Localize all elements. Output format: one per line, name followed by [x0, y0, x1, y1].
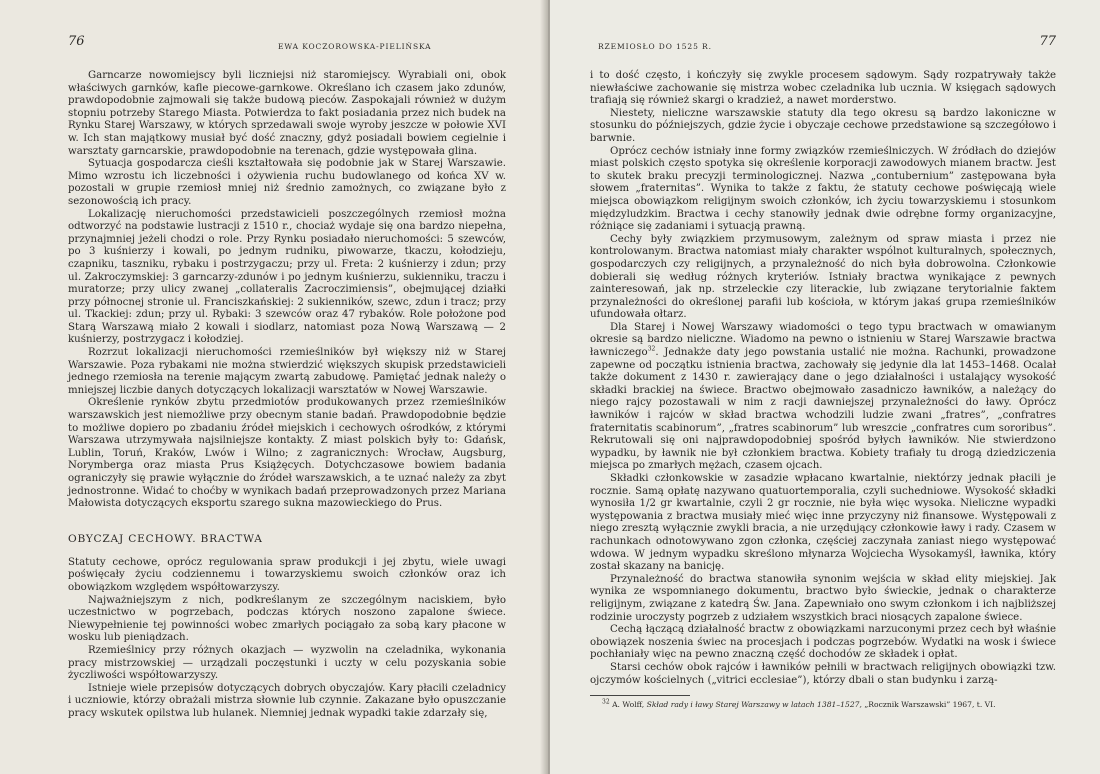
section-title: OBYCZAJ CECHOWY. BRACTWA	[68, 532, 263, 545]
paragraph: Rozrzut lokalizacji nieruchomości rzemieślników był większy niż w Starej Warszawie. Poza rybakami nie można stwierdzić większych skupisk przedstawicieli jednego rzemiosła na terenie mającym zwartą zabudowę. Pamiętać jednak należy o mniejszej liczbie danych dotyczących lokalizacji warsztatów w Nowej Warszawie.	[68, 347, 506, 396]
paragraph: Oprócz cechów istniały inne formy związków rzemieślniczych. W źródłach do dziejów miast polskich często spotyka się określenie korporacji zawodowych mianem bractw. Jest to skutek braku precyzji terminologicznej. Nazwa „contubernium” zastępowana była słowem „fraternitas”. Wynika to także z faktu, że statuty cechowe poświęcają wiele miejsca obowiązkom religijnym swoich członków, ich życiu towarzyskiemu i stosunkom międzyludzkim. Bractwa i cechy stanowiły jednak dwie odrębne formy organizacyjne, różniące się zadaniami i sytuacją prawną.	[590, 145, 1056, 233]
paragraph: Garncarze nowomiejscy byli liczniejsi niż staromiejscy. Wyrabiali oni, obok właściwych garnków, kafle piecowe-garnkowe. Określano ich czasem jako zdunów, prawdopodobnie zajmowali się także budową pieców. Zaspokajali również w dużym stopniu potrzeby Starego Miasta. Potwierdza to fakt posiadania przez nich budek na Rynku Starej Warszawy, w których sprzedawali swoje wyroby jeszcze w połowie XVI w. Ich stan majątkowy musiał być dość znaczny, gdyż posiadali bowiem cegielnie i warsztaty garncarskie, prawdopodobnie na terenach, gdzie występowała glina.	[68, 70, 506, 157]
paragraph: Cechą łączącą działalność bractw z obowiązkami narzuconymi przez cech był właśnie obowiązek noszenia świec na procesjach i podczas pogrzebów. Wydatki na wosk i świece pochłaniały więc na pewno znaczną część dochodów ze składek i opłat.	[590, 624, 1056, 661]
footnote-source: „Rocznik Warszawski” 1967, t. VI.	[864, 700, 996, 710]
paragraph: Rzemieślnicy przy różnych okazjach — wyzwolin na czeladnika, wykonania pracy mistrzowskiej — urządzali poczęstunki i uczty w celu pozyskania sobie życzliwości współtowarzyszy.	[68, 644, 506, 682]
footnote	[590, 700, 1056, 710]
paragraph: Najważniejszym z nich, podkreślanym ze szczególnym naciskiem, było uczestnictwo w pogrzebach, podczas których noszono zapalone świece. Niewypełnienie tej powinności wobec zmarłych pociągało za sobą kary płacone w wosku lub pieniądzach.	[68, 594, 506, 644]
paragraph-text: Dla Starej i Nowej Warszawy wiadomości o tego typu bractwach w omawianym okresie są bardzo nieliczne. Wiadomo na pewno o istnieniu w Starej Warszawie bractwa ławniczego	[590, 321, 1056, 359]
paragraph: i to dość często, i kończyły się zwykle procesem sądowym. Sądy rozpatrywały także niewłaściwe zachowanie się mistrza wobec czeladnika lub ucznia. W księgach sądowych trafiają się również skargi o kradzież, a nawet morderstwo.	[590, 70, 1056, 107]
paragraph: Lokalizację nieruchomości przedstawicieli poszczególnych rzemiosł można odtworzyć na podstawie lustracji z 1510 r., chociaż wydaje się ona bardzo niepełna, przynajmniej jeżeli chodzi o role. Przy Rynku posiadało nieruchomości: 5 szewców, po 3 kuśnierzy i kowali, po jednym rudniku, piwowarze, tkaczu, kołodzieju, czapniku, taszniku, rybaku i postrzygaczu; przy ul. Freta: 2 kuśnierzy i zdun; przy ul. Zakroczymskiej: 3 garncarzy-zdunów i po jednym kuśnierzu, sukienniku, traczu i muratorze; przy ulicy zwanej „collateralis Zacroczimiensis”, obejmującej działki przy północnej stronie ul. Franciszkańskiej: 2 sukienników, szewc, zdun i tracz; przy ul. Tkackiej: zdun; przy ul. Rybaki: 3 szewców oraz 47 rybaków. Role położone pod Starą Warszawą miało 2 kowali i siodlarz, natomiast poza Nową Warszawą — 2 kuśnierzy, postrzygacz i kołodziej.	[68, 208, 506, 346]
footnote-ref: 32	[647, 345, 656, 353]
paragraph: Określenie rynków zbytu przedmiotów produkowanych przez rzemieślników warszawskich jest niemożliwe przy obecnym stanie badań. Prawdopodobnie będzie to możliwe dopiero po zbadaniu źródeł miejskich i cechowych ośrodków, z którymi Warszawa utrzymywała najsilniejsze kontakty. Z miast polskich były to: Gdańsk, Lublin, Toruń, Kraków, Lwów i Wilno; z zagranicznych: Wrocław, Augsburg, Norymberga oraz miasta Prus Książęcych. Dotychczasowe bowiem badania ograniczyły się prawie wyłącznie do źródeł warszawskich, a te uznać należy za zbyt jednostronne. Widać to choćby w wynikach badań przeprowadzonych przez Mariana Małowista dotyczących eksportu szarego sukna mazowieckiego do Prus.	[68, 397, 506, 510]
page-number: 76	[68, 34, 85, 49]
right-page	[550, 0, 1100, 774]
paragraph: Przynależność do bractwa stanowiła synonim wejścia w skład elity miejskiej. Jak wynika ze wspomnianego dokumentu, bractwo było świeckie, jednak o charakterze religijnym, związane z katedrą Św. Jana. Zapewniało ono swym członkom i ich najbliższej rodzinie uroczysty pogrzeb z udziałem wszystkich braci niosących zapalone świece.	[590, 573, 1056, 623]
paragraph: Niestety, nieliczne warszawskie statuty dla tego okresu są bardzo lakoniczne w stosunku do późniejszych, gdzie życie i obyczaje cechowe przedstawione są szczegółowo i barwnie.	[590, 107, 1056, 144]
paragraph-with-footnote-ref	[590, 322, 1056, 473]
paragraph-text: . Jednakże daty jego powstania ustalić nie można. Rachunki, prowadzone zapewne od początku istnienia bractwa, zachowały się jedynie dla lat 1453–1468. Ocalał także dokument z 1430 r. zawierający dane o jego działalności i ustalający wysokość składki brackiej na świece. Bractwo obejmowało zasadniczo ławników, a należący do niego rajcy pozostawali w nim z racji dawniejszej przynależności do ławy. Oprócz ławników i rajców w skład bractwa wchodzili ludzie zwani „fratres”, „confratres fraternitatis scabinorum”, „fratres scabinorum” lub wreszcie „confratres cum sororibus”. Rekrutowali się oni najprawdopodobniej spośród byłych ławników. Nie stwierdzono wypadku, by ławnik nie był członkiem bractwa. Kobiety trafiały tu drogą dziedziczenia miejsca po zmarłych mężach, czasem ojcach.	[590, 347, 1056, 472]
fraction: 1/2	[639, 498, 656, 510]
footnote-title: Skład rady i ławy Starej Warszawy w latach 1381–1527,	[646, 700, 862, 710]
paragraph: Statuty cechowe, oprócz regulowania spraw produkcji i jej zbytu, wiele uwagi poświęcały życiu codziennemu i towarzyskiemu swoich członków oraz ich obowiązkom względem współtowarzyszy.	[68, 556, 506, 593]
paragraph: Istnieje wiele przepisów dotyczących dobrych obyczajów. Kary płacili czeladnicy i uczniowie, którzy obrażali mistrza słownie lub czynnie. Zakazane było opuszczanie pracy wskutek opilstwa lub hulanek. Niemniej jednak wypadki takie zdarzały się,	[68, 682, 506, 719]
right-page-header	[590, 36, 1056, 58]
paragraph-with-fraction	[590, 473, 1056, 574]
running-head: EWA KOCZOROWSKA-PIELIŃSKA	[278, 42, 432, 51]
paragraph-text: gr kwartalnie, czyli 2 gr rocznie, nie była więc wysoka. Nieliczne wypadki występowania z bractwa musiały mieć więc inne przyczyny niż finansowe. Występowali z niego zresztą wyłącznie zwykli bracia, a nie urzędujący członkowie ławy i rady. Czasem w rachunkach odnotowywano zgon członka, częściej zaczynała zaniast niego występować wdowa. W jednym wypadku skreślono młynarza Wojciecha Wysokamyśl, ławnika, który został skazany na banicję.	[590, 498, 1056, 573]
footnote-rule	[590, 695, 690, 696]
left-body-top	[68, 70, 506, 511]
paragraph: Starsi cechów obok rajców i ławników pełnili w bractwach religijnych obowiązki tzw. ojczymów kościelnych („vitrici ecclesiae”), którzy dbali o stan budynku i zarzą-	[590, 661, 1056, 686]
footnote-number: 32	[602, 698, 610, 706]
paragraph: Cechy były związkiem przymusowym, zależnym od spraw miasta i przez nie kontrolowanym. Bractwa natomiast miały charakter wspólnot kulturalnych, społecznych, gospodarczych czy religijnych, a przynależność do nich była dobrowolna. Członkowie dobierali się według różnych kryteriów. Istniały bractwa wynikające z pewnych zainteresowań, jak np. strzeleckie czy literackie, lub związane terytorialnie faktem przynależności do określonej parafii lub kościoła, w którym jakaś grupa rzemieślników ufundowała ołtarz.	[590, 233, 1056, 321]
left-page	[0, 0, 546, 774]
right-body	[590, 70, 1056, 687]
page-number: 77	[1039, 34, 1056, 49]
paragraph: Sytuacja gospodarcza cieśli kształtowała się podobnie jak w Starej Warszawie. Mimo wzrostu ich liczebności i ożywienia ruchu budowlanego od końca XV w. pozostali w grupie rzemiosł mniej niż średnio zamożnych, co związane było z sezonowością ich pracy.	[68, 158, 506, 207]
footnote-author: A. Wolff,	[612, 700, 645, 710]
paragraph-text: Składki członkowskie w zasadzie wpłacano kwartalnie, niektórzy jednak płacili je rocznie. Samą opłatę nazywano quatuortemporalia, czyli suchedniowe. Wysokość składki wynosiła	[590, 473, 1056, 510]
left-body-bottom	[68, 557, 506, 721]
running-head: RZEMIOSŁO DO 1525 R.	[598, 42, 712, 51]
left-page-header	[68, 36, 506, 58]
